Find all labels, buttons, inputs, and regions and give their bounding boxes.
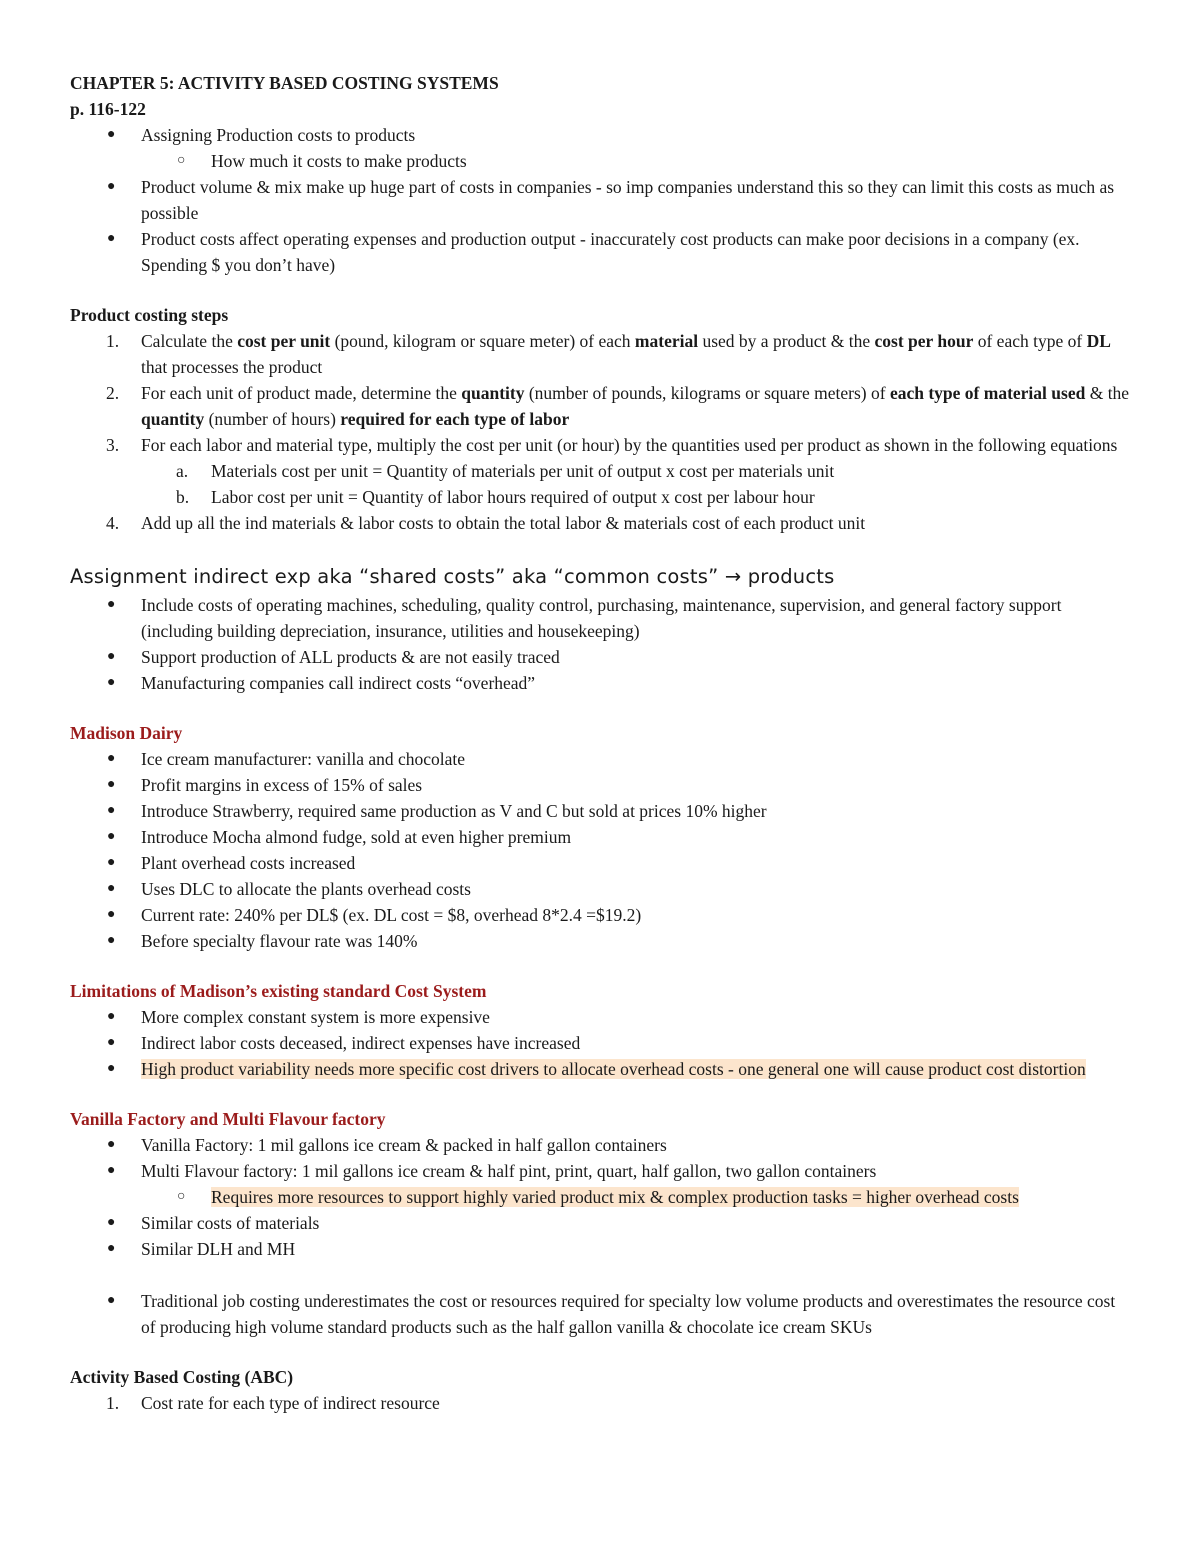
section-heading-madison: Madison Dairy xyxy=(70,723,183,743)
step-number: 3. xyxy=(106,435,120,455)
bullet-icon: ● xyxy=(107,1035,116,1050)
bullet-icon: ● xyxy=(107,855,116,870)
step-number: 4. xyxy=(106,513,120,533)
bullet-icon: ● xyxy=(107,1241,116,1256)
bullet-icon: ● xyxy=(107,777,116,792)
bullet-icon: ● xyxy=(107,649,116,664)
list-item: ● Support production of ALL products & are not easily traced xyxy=(70,644,1130,670)
list-item xyxy=(70,1056,1130,1082)
section-heading-indirect: Assignment indirect exp aka “shared costs” aka “common costs” → products xyxy=(70,565,835,588)
section-heading-abc: Activity Based Costing (ABC) xyxy=(70,1367,294,1387)
bullet-icon: ● xyxy=(107,597,116,612)
list-item: a. Materials cost per unit = Quantity of materials per unit of output x cost per materials unit xyxy=(70,458,1130,484)
list-item: ● Plant overhead costs increased xyxy=(70,850,1130,876)
section-heading-steps: Product costing steps xyxy=(70,305,229,325)
factory-list xyxy=(70,1132,1130,1340)
step-number: 1. xyxy=(106,1393,120,1413)
list-item: ● Ice cream manufacturer: vanilla and chocolate xyxy=(70,746,1130,772)
bullet-icon: ● xyxy=(107,881,116,896)
list-item: ● Introduce Mocha almond fudge, sold at even higher premium xyxy=(70,824,1130,850)
bullet-icon: ● xyxy=(107,1009,116,1024)
bullet-icon: ● xyxy=(107,1163,116,1178)
indirect-list xyxy=(70,592,1130,696)
page-range: p. 116-122 xyxy=(70,99,146,119)
list-item: ● Include costs of operating machines, scheduling, quality control, purchasing, maintenance, supervision, and general factory support (including building depreciation, insurance, utilities and housekeeping) xyxy=(70,592,1130,644)
abc-list xyxy=(70,1390,1130,1416)
section-heading-limitations: Limitations of Madison’s existing standard Cost System xyxy=(70,981,487,1001)
list-item: 2. For each unit of product made, determine the quantity (number of pounds, kilograms or square meters) of each type of material used & the quantity (number of hours) required for each type of labor xyxy=(70,380,1130,432)
list-item: b. Labor cost per unit = Quantity of labor hours required of output x cost per labour hour xyxy=(70,484,1130,510)
steps-list xyxy=(70,328,1130,536)
list-item: ● Manufacturing companies call indirect costs “overhead” xyxy=(70,670,1130,696)
list-item: ● Product volume & mix make up huge part of costs in companies - so imp companies understand this so they can limit this costs as much as possible xyxy=(70,174,1130,226)
bullet-icon: ● xyxy=(107,1061,116,1076)
bullet-icon: ● xyxy=(107,751,116,766)
bullet-icon: ● xyxy=(107,803,116,818)
bullet-icon: ● xyxy=(107,907,116,922)
highlighted-text: High product variability needs more specific cost drivers to allocate overhead costs - one general one will cause product cost distortion xyxy=(141,1059,1086,1079)
list-item: ● Traditional job costing underestimates the cost or resources required for specialty low volume products and overestimates the resource cost of producing high volume standard products such as the half gallon vanilla & chocolate ice cream SKUs xyxy=(70,1288,1130,1340)
list-item: 1. Cost rate for each type of indirect resource xyxy=(70,1390,1130,1416)
list-item: ● Introduce Strawberry, required same production as V and C but sold at prices 10% higher xyxy=(70,798,1130,824)
bullet-icon: ● xyxy=(107,1137,116,1152)
madison-list xyxy=(70,746,1130,954)
list-item: ● Profit margins in excess of 15% of sales xyxy=(70,772,1130,798)
highlighted-text: Requires more resources to support highly varied product mix & complex production tasks = higher overhead costs xyxy=(211,1187,1019,1207)
sub-bullet-icon: ○ xyxy=(177,153,186,168)
bullet-icon: ● xyxy=(107,1293,116,1308)
sub-bullet-icon: ○ xyxy=(177,1189,186,1204)
list-item: ● Before specialty flavour rate was 140% xyxy=(70,928,1130,954)
list-item: ● More complex constant system is more expensive xyxy=(70,1004,1130,1030)
list-item: ● Multi Flavour factory: 1 mil gallons ice cream & half pint, print, quart, half gallon, two gallon containers xyxy=(70,1158,1130,1184)
limitations-list xyxy=(70,1004,1130,1082)
section-heading-factory: Vanilla Factory and Multi Flavour factory xyxy=(70,1109,386,1129)
list-item: ● Assigning Production costs to products xyxy=(70,122,1130,148)
list-item: ○ How much it costs to make products xyxy=(70,148,1130,174)
list-item: ● Similar DLH and MH xyxy=(70,1236,1130,1262)
bullet-icon: ● xyxy=(107,829,116,844)
step-number: 2. xyxy=(106,383,120,403)
list-item: ● Uses DLC to allocate the plants overhead costs xyxy=(70,876,1130,902)
intro-list xyxy=(70,122,1130,278)
step-number: 1. xyxy=(106,331,120,351)
list-item: 1. Calculate the cost per unit (pound, kilogram or square meter) of each material used by a product & the cost per hour of each type of DL that processes the product xyxy=(70,328,1130,380)
bullet-icon: ● xyxy=(107,933,116,948)
list-item: ● Vanilla Factory: 1 mil gallons ice cream & packed in half gallon containers xyxy=(70,1132,1130,1158)
chapter-title: CHAPTER 5: ACTIVITY BASED COSTING SYSTEMS xyxy=(70,73,499,93)
list-item: ● Similar costs of materials xyxy=(70,1210,1130,1236)
list-item: 3. For each labor and material type, multiply the cost per unit (or hour) by the quantities used per product as shown in the following equations xyxy=(70,432,1130,458)
list-item: 4. Add up all the ind materials & labor costs to obtain the total labor & materials cost of each product unit xyxy=(70,510,1130,536)
list-item xyxy=(70,1184,1130,1210)
sub-step-letter: a. xyxy=(176,461,189,481)
sub-step-letter: b. xyxy=(176,487,190,507)
list-item: ● Current rate: 240% per DL$ (ex. DL cost = $8, overhead 8*2.4 =$19.2) xyxy=(70,902,1130,928)
list-item: ● Indirect labor costs deceased, indirect expenses have increased xyxy=(70,1030,1130,1056)
list-item: ● Product costs affect operating expenses and production output - inaccurately cost products can make poor decisions in a company (ex. Spending $ you don’t have) xyxy=(70,226,1130,278)
bullet-icon: ● xyxy=(107,231,116,246)
bullet-icon: ● xyxy=(107,127,116,142)
bullet-icon: ● xyxy=(107,179,116,194)
bullet-icon: ● xyxy=(107,1215,116,1230)
bullet-icon: ● xyxy=(107,675,116,690)
